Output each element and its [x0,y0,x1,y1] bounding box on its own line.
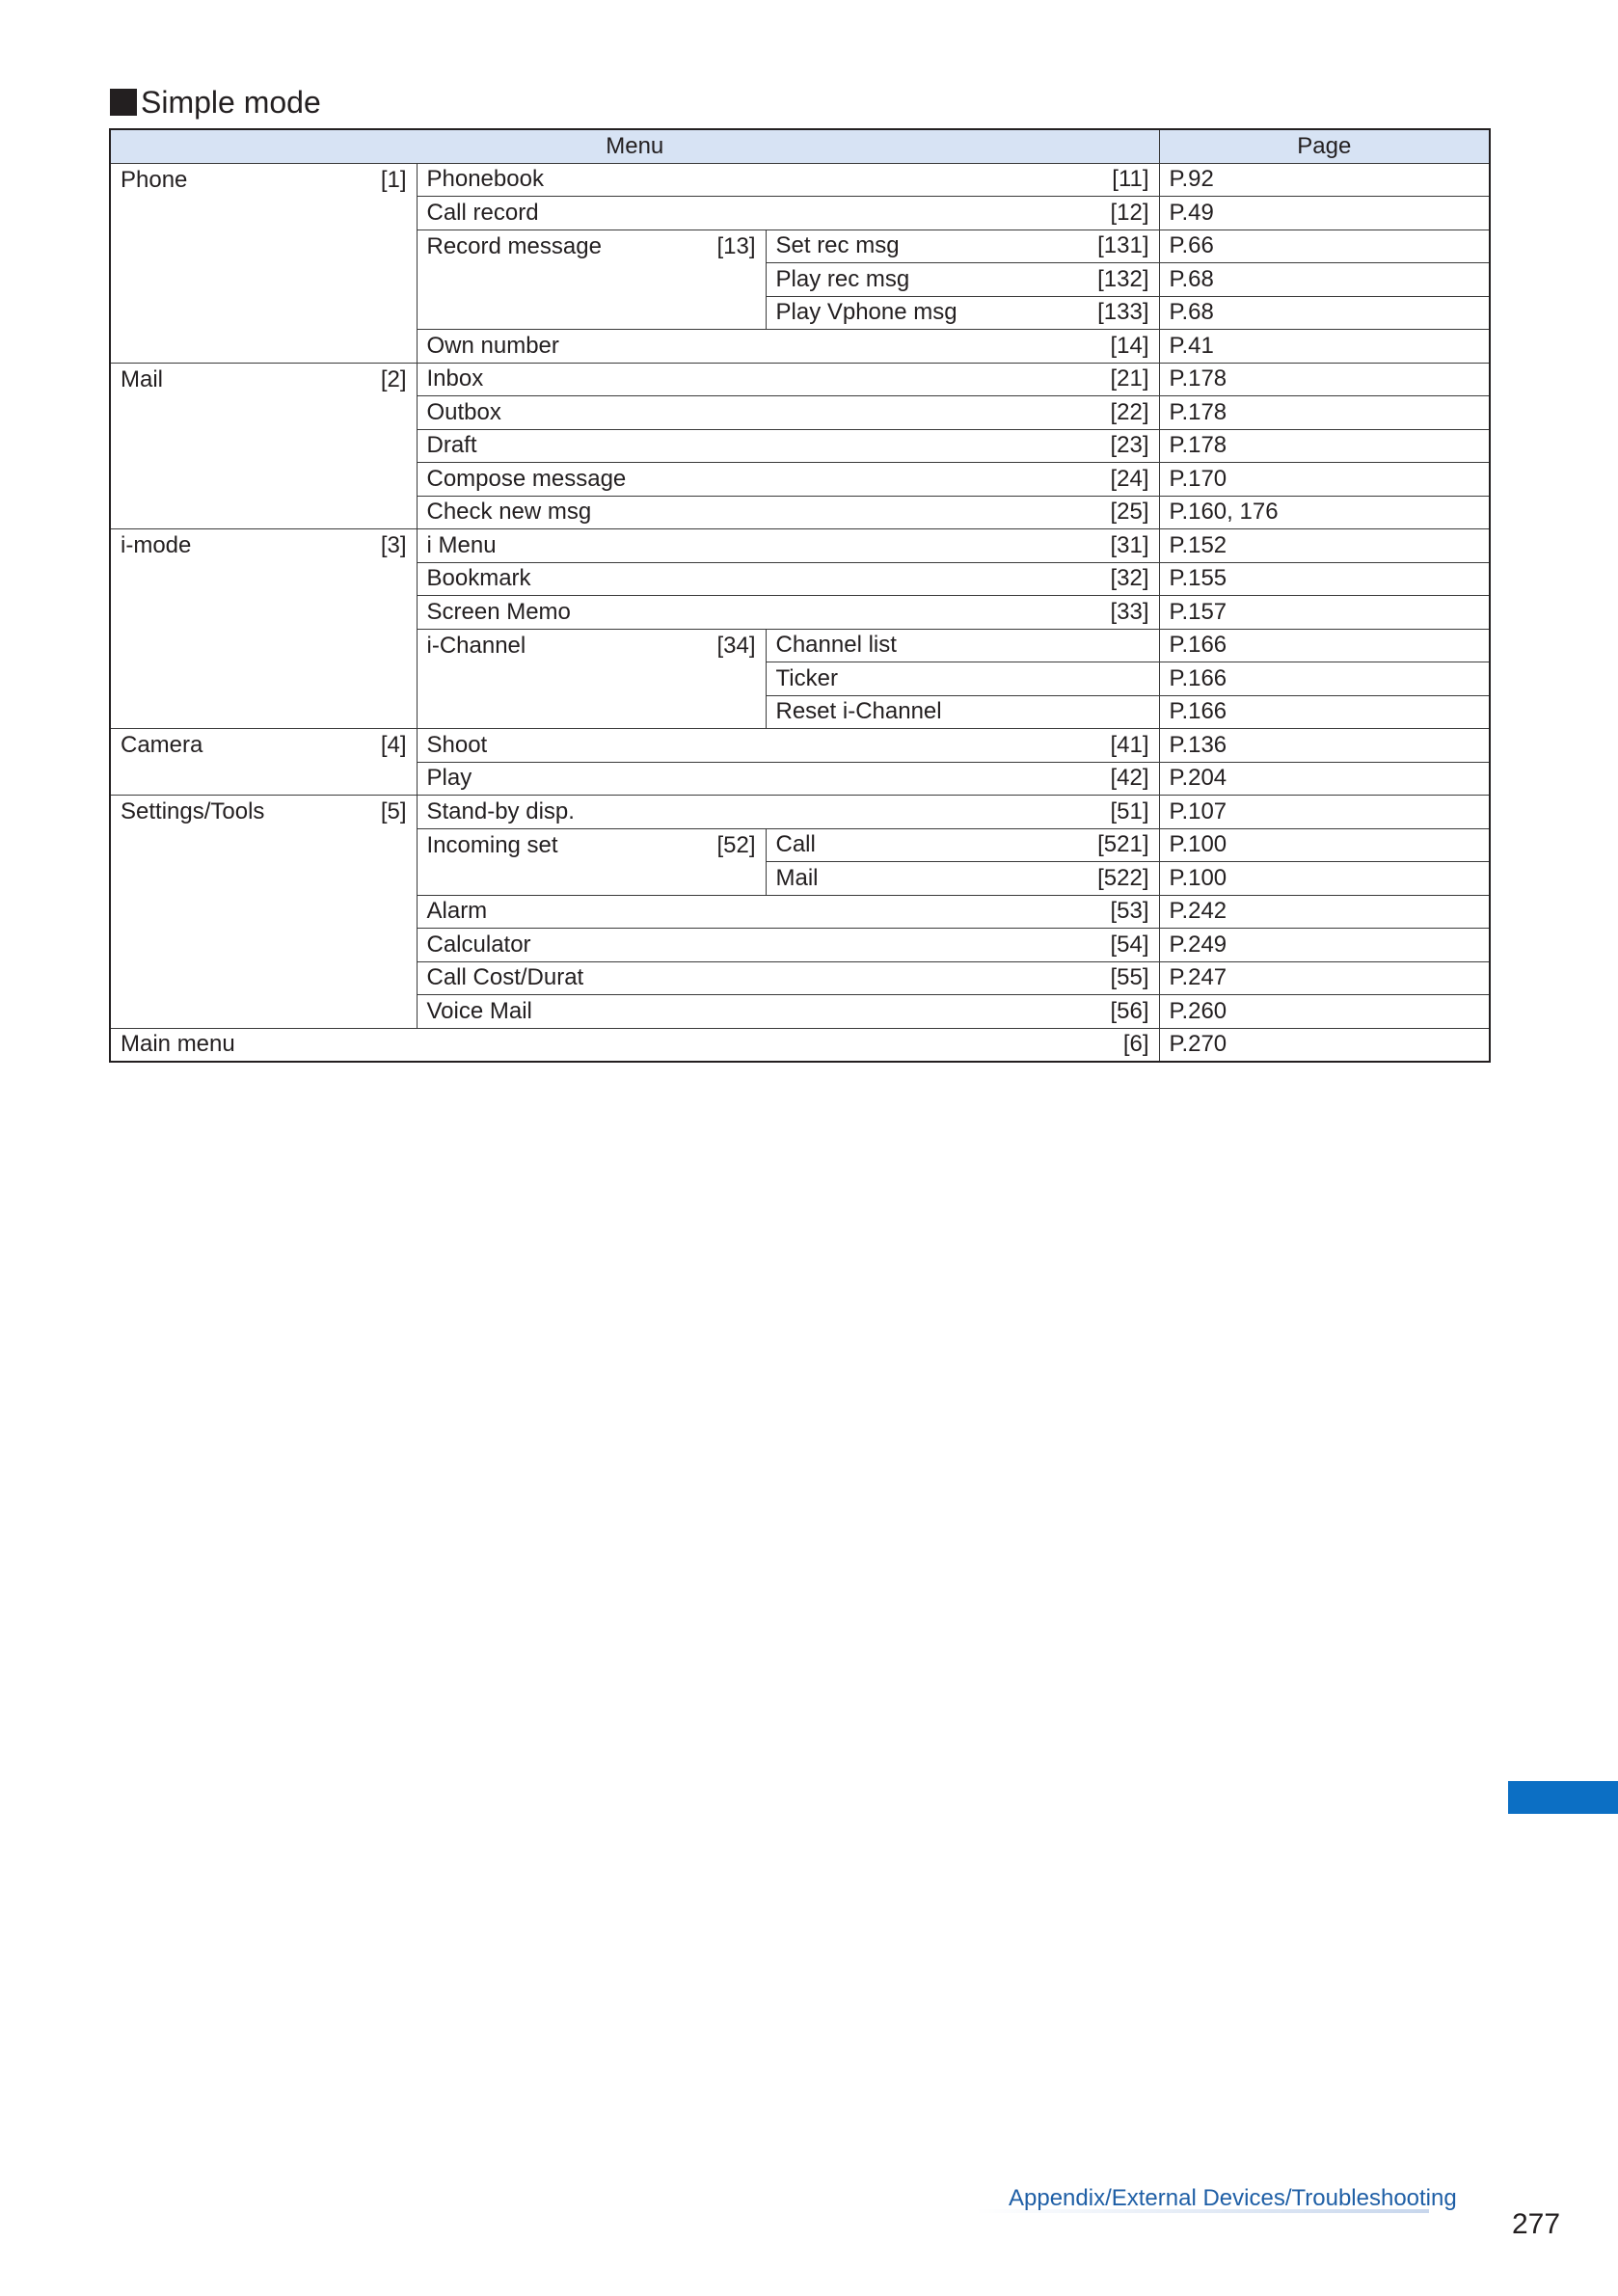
table-row [110,163,1490,197]
menu-item-i-channel[interactable]: i-Channel [34] [417,629,766,729]
menu-item-voice-mail[interactable]: Voice Mail [56] [417,995,1159,1029]
page-ref: P.68 [1159,263,1490,297]
page-ref: P.249 [1159,929,1490,962]
page-ref: P.152 [1159,529,1490,563]
page-ref: P.270 [1159,1028,1490,1062]
menu-item-compose-message[interactable]: Compose message [24] [417,463,1159,497]
page-column-header: Page [1159,129,1490,163]
page-ref: P.107 [1159,796,1490,829]
menu-item-alarm[interactable]: Alarm [53] [417,895,1159,929]
menu-item-own-number[interactable]: Own number [14] [417,330,1159,364]
page-ref: P.260 [1159,995,1490,1029]
page-ref: P.178 [1159,363,1490,396]
page-ref: P.100 [1159,828,1490,862]
menu-item-ticker[interactable]: Ticker [766,662,1159,696]
menu-item-shoot[interactable]: Shoot [41] [417,729,1159,763]
menu-item-record-message[interactable]: Record message [13] [417,230,766,330]
table-row [110,363,1490,396]
menu-item-inbox[interactable]: Inbox [21] [417,363,1159,396]
section-title-text: Simple mode [141,84,321,120]
menu-item-outbox[interactable]: Outbox [22] [417,396,1159,430]
page-ref: P.157 [1159,596,1490,630]
menu-item-screen-memo[interactable]: Screen Memo [33] [417,596,1159,630]
menu-item-play-rec-msg[interactable]: Play rec msg [132] [766,263,1159,297]
page-ref: P.242 [1159,895,1490,929]
page-ref: P.166 [1159,695,1490,729]
menu-item-draft[interactable]: Draft [23] [417,429,1159,463]
menu-item-channel-list[interactable]: Channel list [766,629,1159,662]
page-ref: P.247 [1159,961,1490,995]
page-ref: P.92 [1159,163,1490,197]
page-ref: P.100 [1159,862,1490,896]
menu-item-phonebook[interactable]: Phonebook [11] [417,163,1159,197]
page-ref: P.204 [1159,762,1490,796]
page-ref: P.178 [1159,396,1490,430]
page-ref: P.68 [1159,296,1490,330]
page-ref: P.178 [1159,429,1490,463]
menu-item-camera[interactable]: Camera [4] [110,729,417,796]
black-square-icon [110,89,137,116]
menu-item-i-menu[interactable]: i Menu [31] [417,529,1159,563]
menu-item-check-new-msg[interactable]: Check new msg [25] [417,496,1159,529]
section-title [110,83,321,122]
menu-item-call-record[interactable]: Call record [12] [417,197,1159,230]
page-number: 277 [1512,2208,1561,2240]
page-ref: P.166 [1159,662,1490,696]
menu-item-phone[interactable]: Phone [1] [110,163,417,363]
table-row [110,529,1490,563]
menu-item-standby-disp[interactable]: Stand-by disp. [51] [417,796,1159,829]
menu-item-main-menu[interactable]: Main menu [6] [110,1028,1159,1062]
menu-item-incoming-set[interactable]: Incoming set [52] [417,828,766,895]
menu-item-mail[interactable]: Mail [2] [110,363,417,529]
menu-item-calculator[interactable]: Calculator [54] [417,929,1159,962]
page-ref: P.41 [1159,330,1490,364]
table-row [110,796,1490,829]
menu-item-incoming-mail[interactable]: Mail [522] [766,862,1159,896]
footer-section-link[interactable]: Appendix/External Devices/Troubleshooting [1009,2185,1457,2211]
menu-item-set-rec-msg[interactable]: Set rec msg [131] [766,230,1159,263]
table-header-row [110,129,1490,163]
page-ref: P.166 [1159,629,1490,662]
page-ref: P.155 [1159,562,1490,596]
menu-table [109,128,1491,1063]
page-ref: P.66 [1159,230,1490,263]
table-row [110,729,1490,763]
menu-item-reset-i-channel[interactable]: Reset i-Channel [766,695,1159,729]
page-ref: P.170 [1159,463,1490,497]
menu-item-imode[interactable]: i-mode [3] [110,529,417,729]
menu-item-settings-tools[interactable]: Settings/Tools [5] [110,796,417,1029]
menu-item-bookmark[interactable]: Bookmark [32] [417,562,1159,596]
page-ref: P.160, 176 [1159,496,1490,529]
menu-item-play-vphone-msg[interactable]: Play Vphone msg [133] [766,296,1159,330]
menu-item-call-cost-durat[interactable]: Call Cost/Durat [55] [417,961,1159,995]
page-ref: P.136 [1159,729,1490,763]
menu-column-header: Menu [110,129,1159,163]
table-row [110,1028,1490,1062]
menu-item-play[interactable]: Play [42] [417,762,1159,796]
page-ref: P.49 [1159,197,1490,230]
menu-item-incoming-call[interactable]: Call [521] [766,828,1159,862]
chapter-side-tab [1508,1781,1618,1814]
